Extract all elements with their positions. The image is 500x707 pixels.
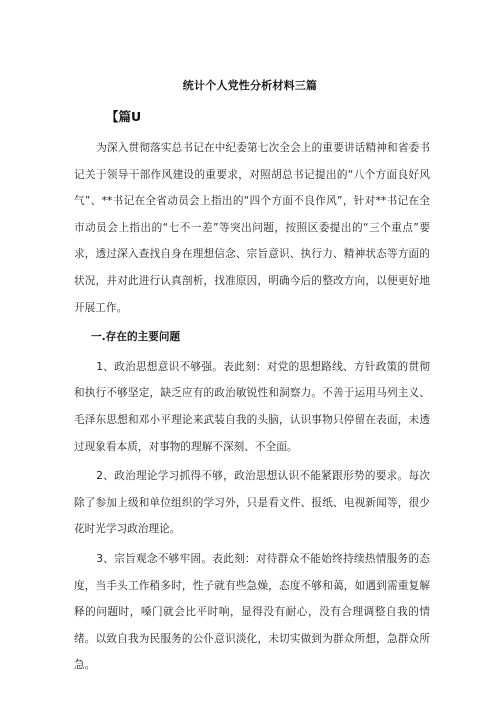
document-title: 统计个人党性分析材料三篇	[182, 79, 318, 92]
intro-paragraph: 为深入贯彻落实总书记在中纪委第七次全会上的重要讲话精神和省委书记关于领导干部作风建设的重要求，对照胡总书记提出的“八个方面良好风气”、**书记在全省动员会上指出的“四个方面不良作风”，针对**书记在全市动员会上指出的“七不一差”等突出问题，按照区委提出的“三个重点”要求，透过深入查找自身在理想信念、宗旨意识、执行力、精神状态等方面的状况，并对此进行认真剖析，找准原因，明确今后的整改方向，以便更好地开展工作。	[74, 142, 430, 314]
problem-item-3: 3、宗旨观念不够牢固。表此刻：对待群众不能始终持续热情服务的态度，当手头工作稍多时，性子就有些急燥，态度不够和蔼，如遇到需重复解释的问题时，嗓门就会比平时响，显得没有耐心，没有合理调整自我的情绪。以致自我为民服务的公仆意识淡化，未切实做到为群众所想，急群众所急。	[74, 552, 430, 672]
section-tag: 【篇U	[106, 109, 142, 124]
problem-item-1: 1、政治思想意识不够强。表此刻：对党的思想路线、方针政策的贯彻和执行不够坚定，缺乏应有的政治敏锐性和洞察力。不善于运用马列主义、毛泽东思想和邓小平理论来武装自我的头脑，认识事物只停留在表面，未透过现象看本质，对事物的理解不深刻、不全面。	[74, 360, 430, 453]
problem-item-2: 2、政治理论学习抓得不够，政治思想认识不能紧跟形势的要求。每次除了参加上级和单位组织的学习外，只是看文件、报纸、电视新闻等，很少花时光学习政治理论。	[74, 470, 430, 536]
section-heading: 一.存在的主要问题	[90, 331, 181, 344]
document-body	[74, 135, 430, 679]
